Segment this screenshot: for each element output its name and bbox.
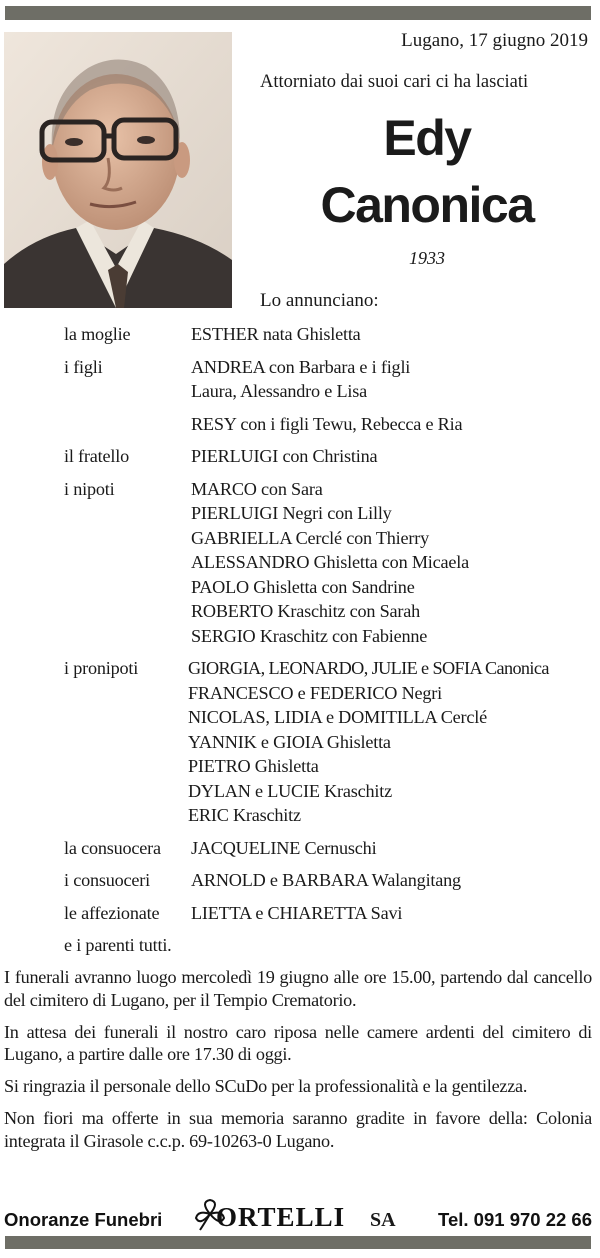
family-row: [64, 355, 600, 437]
portrait-photo: [4, 32, 232, 308]
phone-number: Tel. 091 970 22 66: [438, 1209, 592, 1230]
family-name-line: SERGIO Kraschitz con Fabienne: [191, 625, 428, 646]
family-row: [64, 933, 600, 958]
family-name-line: ALESSANDRO Ghisletta con Micaela: [191, 552, 469, 572]
relation-names: [191, 868, 461, 893]
relation-label: i nipoti: [64, 478, 115, 499]
relation-names: [191, 444, 377, 469]
family-name-line: ARNOLD e BARBARA Walangitang: [191, 870, 461, 890]
family-name-line: FRANCESCO e FEDERICO Negri: [188, 682, 442, 703]
family-row: [64, 868, 600, 893]
bottom-rule: [5, 1236, 591, 1249]
family-row: [64, 836, 600, 861]
family-name-line: ERIC Kraschitz: [188, 805, 301, 825]
relation-label: la consuocera: [64, 837, 161, 858]
funeral-home-label: Onoranze Funebri: [4, 1209, 163, 1230]
relation-names: [191, 322, 361, 347]
family-list: [64, 322, 600, 966]
relation-names: [188, 656, 549, 828]
notice-date: Lugano, 17 giugno 2019: [401, 30, 588, 51]
family-name-line: RESY con i figli Tewu, Rebecca e Ria: [191, 413, 463, 434]
family-name-line: ROBERTO Kraschitz con Sarah: [191, 601, 421, 621]
family-row: [64, 477, 600, 649]
family-row: [64, 444, 600, 469]
family-name-line: YANNIK e GIOIA Ghisletta: [188, 731, 391, 752]
family-name-line: NICOLAS, LIDIA e DOMITILLA Cerclé: [188, 707, 487, 727]
family-row: [64, 901, 600, 926]
paragraph: I funerali avranno luogo mercoledì 19 giugno alle ore 15.00, partendo dal cancello del cimitero di Lugano, per il Tempio Crematorio.: [4, 967, 592, 1010]
relation-names: [191, 355, 462, 437]
funeral-details: [4, 966, 592, 1162]
family-name-line: GIORGIA, LEONARDO, JULIE e SOFIA Canonica: [188, 658, 549, 678]
relation-names: [191, 901, 402, 926]
announcers-heading: Lo annunciano:: [260, 290, 379, 311]
paragraph: In attesa dei funerali il nostro caro riposa nelle camere ardenti del cimitero di Lugano, a partire dalle ore 17.30 di oggi.: [4, 1021, 592, 1064]
relation-label: la moglie: [64, 324, 131, 344]
relation-label: i pronipoti: [64, 658, 139, 678]
family-spacer: [191, 404, 462, 412]
funeral-home-brand: ORTELLI: [216, 1202, 346, 1232]
family-row: [64, 322, 600, 347]
deceased-last-name: Canonica: [320, 177, 534, 233]
family-name-line: PIERLUIGI Negri con Lilly: [191, 503, 392, 523]
family-name-line: PIERLUIGI con Christina: [191, 446, 378, 466]
relation-label: i figli: [64, 356, 103, 377]
birth-year: 1933: [409, 248, 445, 268]
family-name-line: GABRIELLA Cerclé con Thierry: [191, 527, 430, 548]
portrait-illustration: [4, 32, 232, 308]
family-row: [64, 656, 600, 828]
family-name-line: Laura, Alessandro e Lisa: [191, 381, 367, 401]
relation-label: i consuoceri: [64, 870, 150, 890]
family-name-line: DYLAN e LUCIE Kraschitz: [188, 780, 392, 801]
relation-names: [191, 477, 469, 649]
relation-label: le affezionate: [64, 902, 160, 923]
closing-line: e i parenti tutti.: [64, 935, 172, 955]
brand-suffix: SA: [370, 1209, 396, 1231]
paragraph: Non fiori ma offerte in sua memoria saranno gradite in favore della: Colonia integrata il Girasole c.c.p. 69-10263-0 Lugano.: [4, 1108, 592, 1151]
top-rule: [5, 6, 591, 20]
family-name-line: JACQUELINE Cernuschi: [191, 837, 377, 858]
family-name-line: ESTHER nata Ghisletta: [191, 324, 361, 344]
family-name-line: LIETTA e CHIARETTA Savi: [191, 902, 403, 923]
relation-label: il fratello: [64, 446, 129, 466]
family-name-line: PIETRO Ghisletta: [188, 756, 319, 776]
family-name-line: ANDREA con Barbara e i figli: [191, 356, 411, 377]
funeral-home-footer: [4, 1198, 594, 1236]
family-name-line: MARCO con Sara: [191, 478, 323, 499]
relation-names: [191, 836, 376, 861]
family-name-line: PAOLO Ghisletta con Sandrine: [191, 576, 415, 597]
deceased-first-name: Edy: [383, 110, 471, 166]
intro-line: Attorniato dai suoi cari ci ha lasciati: [260, 72, 529, 92]
paragraph: Si ringrazia il personale dello SCuDo per la professionalità e la gentilezza.: [4, 1076, 528, 1096]
